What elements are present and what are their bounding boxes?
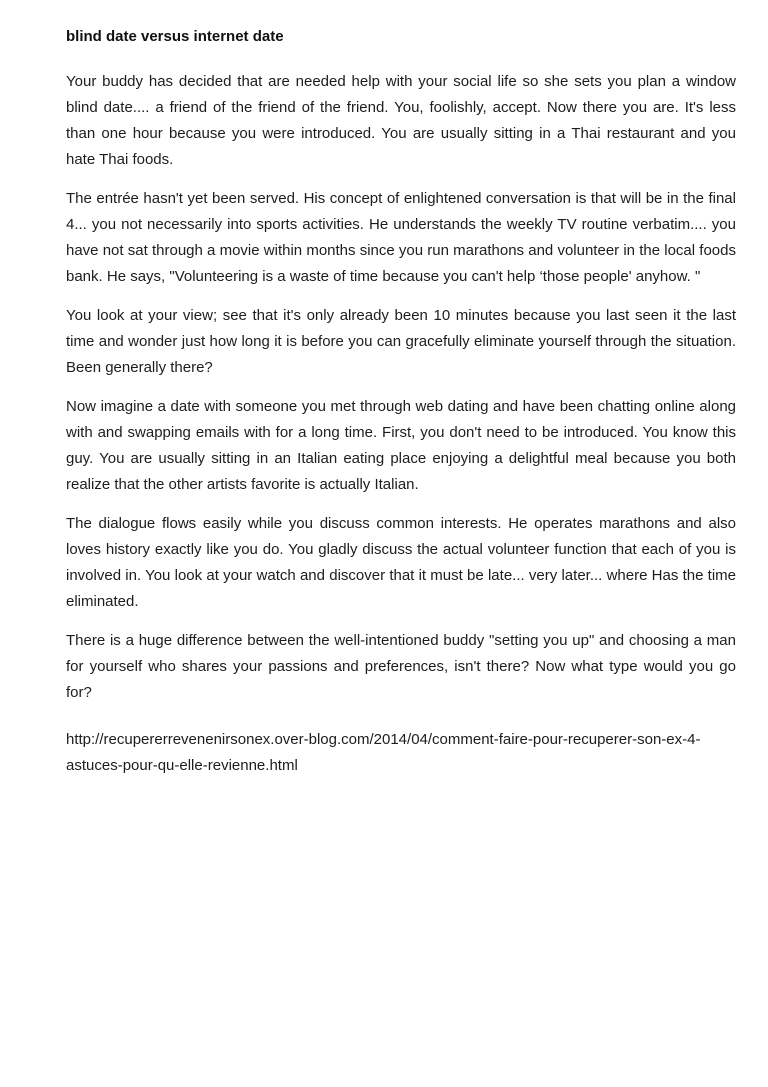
paragraph-entree-conversation: The entrée hasn't yet been served. His concept of enlightened conversation is that will be in the final 4... you not necessarily into sports activities. He understands the weekly TV routine verbatim.... you have not sat through a movie within months since you run marathons and volunteer in the local foods bank. He says, "Volunteering is a waste of time because you can't help ‘those people' anyhow. " bbox=[66, 190, 736, 285]
document-title: blind date versus internet date bbox=[66, 28, 284, 45]
paragraph-dialogue-flows: The dialogue flows easily while you discuss common interests. He operates marathons and also loves history exactly like you do. You gladly discuss the actual volunteer function that each of you is involved in. You look at your watch and discover that it must be late... very later... where Has the time eliminated. bbox=[66, 515, 736, 610]
paragraph-huge-difference: There is a huge difference between the well-intentioned buddy "setting you up" and choosing a man for yourself who shares your passions and preferences, isn't there? Now what type would you go for? bbox=[66, 632, 736, 701]
source-url: http://recupererrevenenirsonex.over-blog.com/2014/04/comment-faire-pour-recuperer-son-ex-4-astuces-pour-qu-elle-revienne.html bbox=[66, 731, 701, 774]
paragraph-blind-date-setup: Your buddy has decided that are needed help with your social life so she sets you plan a window blind date.... a friend of the friend of the friend. You, foolishly, accept. Now there you are. It's less than one hour because you were introduced. You are usually sitting in a Thai restaurant and you hate Thai foods. bbox=[66, 73, 736, 168]
paragraph-web-dating: Now imagine a date with someone you met through web dating and have been chatting online along with and swapping emails with for a long time. First, you don't need to be introduced. You know this guy. You are usually sitting in an Italian eating place enjoying a delightful meal because you both realize that the other artists favorite is actually Italian. bbox=[66, 398, 736, 493]
paragraph-watch-ten-minutes: You look at your view; see that it's only already been 10 minutes because you last seen it the last time and wonder just how long it is before you can gracefully eliminate yourself through the situation. Been generally there? bbox=[66, 307, 736, 376]
